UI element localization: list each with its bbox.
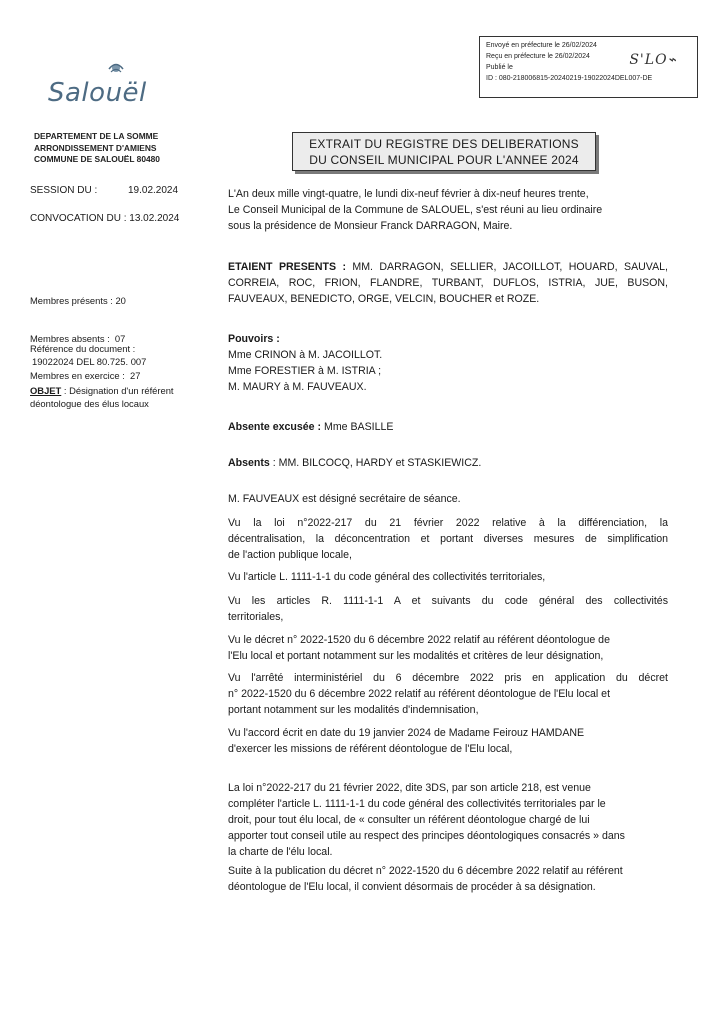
vu-paragraph <box>228 515 668 563</box>
objet-label: OBJET <box>30 385 62 396</box>
vu-line: Vu la loi n°2022-217 du 21 février 2022 relative à la différenciation, la <box>228 517 668 529</box>
session-date <box>30 185 179 198</box>
suite-line: Suite à la publication du décret n° 2022-1520 du 6 décembre 2022 relatif au référent <box>228 865 623 877</box>
absents-value: : MM. BILCOCQ, HARDY et STASKIEWICZ. <box>269 457 482 469</box>
session-value: 19.02.2024 <box>128 185 179 196</box>
excusee-value: Mme BASILLE <box>321 421 394 433</box>
suite-line: déontologue de l'Elu local, il convient désormais de procéder à sa désignation. <box>228 881 596 893</box>
loi-line: la charte de l'élu local. <box>228 846 333 858</box>
excusee-label: Absente excusée : <box>228 421 322 433</box>
presents-label: ETAIENT PRESENTS : <box>228 261 346 273</box>
vu-paragraph <box>228 725 668 757</box>
presents-line: FAUVEAUX, BENEDICTO, ORGE, VELCIN, BOUCHER et ROZE. <box>228 293 540 305</box>
prefecture-stamp <box>479 36 698 98</box>
loi-paragraph <box>228 780 668 860</box>
objet-text: : Désignation d'un référent <box>61 385 174 396</box>
pouvoir-item: M. MAURY à M. FAUVEAUX. <box>228 381 367 393</box>
intro-line: sous la présidence de Monsieur Franck DARRAGON, Maire. <box>228 220 513 232</box>
members-present: Membres présents : 20 <box>30 295 126 306</box>
vu-line: portant notamment sur les modalités d'indemnisation, <box>228 704 479 716</box>
stamp-line: ID : 080-218006815-20240219-19022024DEL007-DE <box>486 75 653 82</box>
logo-text: Salouël <box>48 78 147 108</box>
commune-line: COMMUNE DE SALOUËL 80480 <box>34 154 160 164</box>
document-title <box>292 132 596 171</box>
loi-line: La loi n°2022-217 du 21 février 2022, dite 3DS, par son article 218, est venue <box>228 782 591 794</box>
vu-paragraph <box>228 632 668 664</box>
salouel-logo <box>48 58 158 110</box>
vu-line: décentralisation, la déconcentration et portant diverses mesures de simplification <box>228 533 668 545</box>
presents-paragraph <box>228 259 668 307</box>
intro-line: L'An deux mille vingt-quatre, le lundi dix-neuf février à dix-neuf heures trente, <box>228 188 589 200</box>
stamp-line: Envoyé en préfecture le 26/02/2024 <box>486 42 597 49</box>
absente-excusee <box>228 419 668 435</box>
pouvoirs-section <box>228 331 668 395</box>
department-header <box>34 131 160 166</box>
pouvoir-item: Mme CRINON à M. JACOILLOT. <box>228 349 383 361</box>
stamp-line: Publié le <box>486 64 513 71</box>
loi-line: compléter l'article L. 1111-1-1 du code général des collectivités territoriales par le <box>228 798 606 810</box>
stamp-line: Reçu en préfecture le 26/02/2024 <box>486 53 590 60</box>
pouvoirs-label: Pouvoirs : <box>228 333 280 345</box>
vu-line: Vu les articles R. 1111-1-1 A et suivants du code général des collectivités <box>228 595 668 607</box>
vu-line: territoriales, <box>228 611 284 623</box>
members-exercise: Membres en exercice : 27 <box>30 370 141 381</box>
arrondissement-line: ARRONDISSEMENT D'AMIENS <box>34 142 157 153</box>
loi-line: apporter tout conseil utile au respect des principes déontologiques consacrés » dans <box>228 830 625 842</box>
vu-line: n° 2022-1520 du 6 décembre 2022 relatif au référent déontologue de l'Elu local et <box>228 688 611 700</box>
department-line: DEPARTEMENT DE LA SOMME <box>34 131 159 141</box>
presents-line: MM. DARRAGON, SELLIER, JACOILLOT, HOUARD, SAUVAL, <box>345 261 668 273</box>
convocation-date <box>30 213 179 226</box>
loi-line: droit, pour tout élu local, de « consulter un référent déontologue chargé de lui <box>228 814 590 826</box>
vu-paragraph: Vu l'article L. 1111-1-1 du code général des collectivités territoriales, <box>228 571 546 583</box>
stamp-signature: S'LO⌁ <box>629 52 677 68</box>
suite-paragraph <box>228 863 668 895</box>
logo-emblem-icon <box>106 60 126 76</box>
reference-value: 19022024 DEL 80.725. 007 <box>32 355 147 367</box>
presents-line: CORREIA, ROC, FRION, FLANDRE, TURBANT, DUFLOS, ISTRIA, JUE, BUSON, <box>228 277 668 289</box>
vu-paragraph <box>228 593 668 625</box>
vu-line: de l'action publique locale, <box>228 549 352 561</box>
objet <box>30 385 174 410</box>
intro-line: Le Conseil Municipal de la Commune de SALOUEL, s'est réuni au lieu ordinaire <box>228 204 603 216</box>
objet-text-2: déontologue des élus locaux <box>30 397 149 409</box>
vu-line: d'exercer les missions de référent déontologue de l'Elu local, <box>228 743 513 755</box>
session-label: SESSION DU : <box>30 185 98 196</box>
vu-line: Vu le décret n° 2022-1520 du 6 décembre 2022 relatif au référent déontologue de <box>228 634 610 646</box>
vu-line: Vu l'arrêté interministériel du 6 décembre 2022 pris en application du décret <box>228 672 668 684</box>
vu-line: Vu l'accord écrit en date du 19 janvier 2024 de Madame Feirouz HAMDANE <box>228 727 585 739</box>
convocation-label: CONVOCATION DU : <box>30 213 127 224</box>
intro-paragraph <box>228 186 668 234</box>
vu-paragraph <box>228 670 668 718</box>
secretaire-seance: M. FAUVEAUX est désigné secrétaire de séance. <box>228 493 461 505</box>
reference-label: Référence du document : <box>30 343 136 354</box>
members-count <box>30 270 140 395</box>
members-absent: Membres absents : 07 <box>30 332 126 344</box>
convocation-value: 13.02.2024 <box>129 213 180 224</box>
absents-label: Absents <box>228 457 270 469</box>
document-reference <box>30 343 146 368</box>
pouvoir-item: Mme FORESTIER à M. ISTRIA ; <box>228 365 382 377</box>
vu-line: l'Elu local et portant notamment sur les modalités et critères de leur désignation, <box>228 650 604 662</box>
title-line: DU CONSEIL MUNICIPAL POUR L'ANNEE 2024 <box>309 153 579 167</box>
absents <box>228 455 668 471</box>
title-line: EXTRAIT DU REGISTRE DES DELIBERATIONS <box>309 137 579 151</box>
